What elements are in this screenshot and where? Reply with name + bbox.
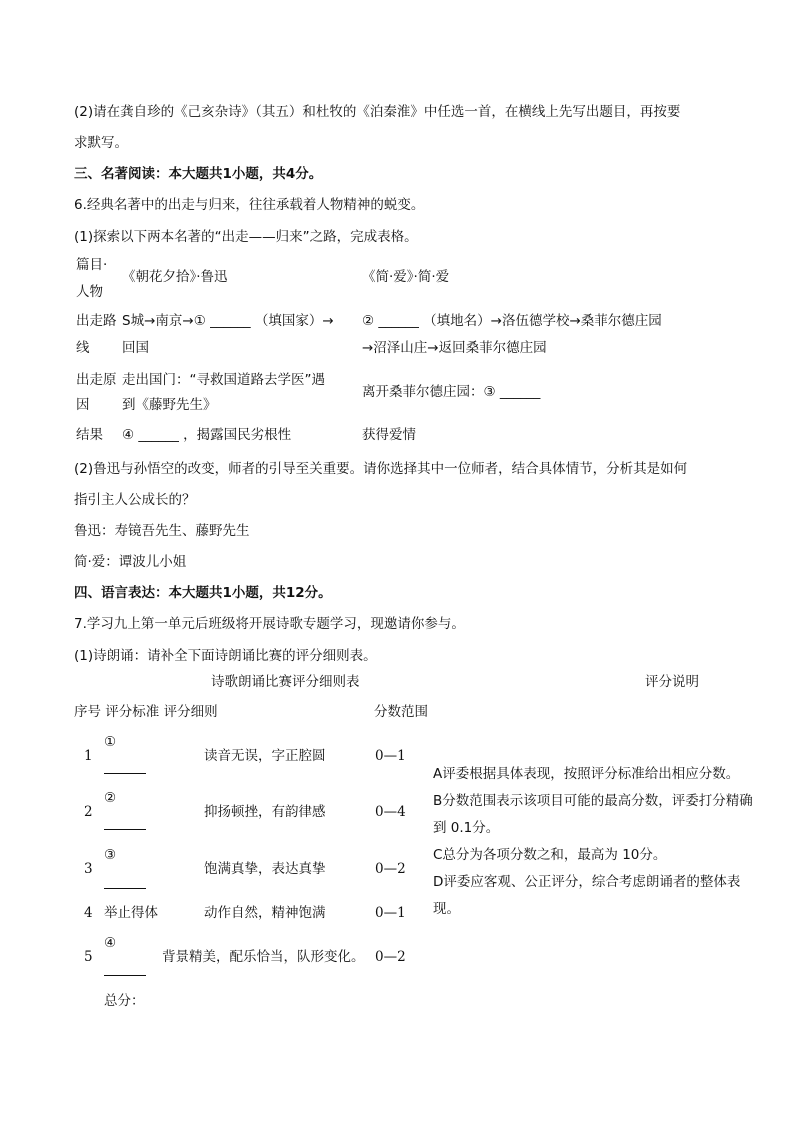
q6-table-r1-col2-b: 回国 [122, 340, 149, 356]
table-row-5-no: 5 [84, 949, 93, 965]
q6-option-luxun: 鲁迅：寿镜吾先生、藤野先生 [74, 523, 250, 539]
q7-table-title: 诗歌朗诵比赛评分细则表 [211, 674, 360, 690]
q6-table-r3-col3: 获得爱情 [362, 427, 416, 443]
table-row-2-range: 0—4 [375, 804, 406, 820]
table-row-4-range: 0—1 [375, 905, 406, 921]
table-row-3-detail: 饱满真挚，表达真挚 [204, 861, 326, 877]
note-b-line1: B分数范围表示该项目可能的最高分数，评委打分精确 [433, 793, 753, 809]
table-total-label: 总分： [104, 993, 145, 1009]
table-row-4-no: 4 [84, 905, 93, 921]
q6-table-r1-label-a: 出走路 [76, 313, 117, 329]
q6-table-r1-col2-a: S城→南京→① ______ （填国家）→ [122, 313, 334, 329]
q6-part1: (1)探索以下两本名著的“出走——归来”之路，完成表格。 [74, 229, 418, 245]
note-d-line1: D评委应客观、公正评分，综合考虑朗诵者的整体表 [433, 874, 741, 890]
q5-part2-line1: (2)请在龚自珍的《己亥杂诗》（其五）和杜牧的《泊秦淮》中任选一首，在横线上先写出题目，再按要 [74, 104, 681, 120]
q6-part2-line2: 指引主人公成长的？ [74, 492, 196, 508]
q6-table-header-col3: 《简·爱》·简·爱 [362, 269, 450, 285]
q6-table-r2-col2-b: 到《藤野先生》 [122, 397, 217, 413]
table-row-4-detail: 动作自然，精神饱满 [204, 905, 326, 921]
q7-table-header: 序号 评分标准 评分细则 [74, 704, 218, 720]
table-row-1-std: ① [104, 734, 117, 750]
q6-table-r3-label: 结果 [76, 427, 103, 443]
note-a: A评委根据具体表现，按照评分标准给出相应分数。 [433, 766, 740, 782]
section3-heading: 三、名著阅读：本大题共1小题，共4分。 [74, 166, 323, 182]
table-row-2-no: 2 [84, 804, 93, 820]
q6-table-r2-label-b: 因 [76, 397, 90, 413]
q6-option-janeeyre: 简·爱：谭波儿小姐 [74, 554, 187, 570]
table-row-3-blank [104, 888, 146, 889]
table-row-1-no: 1 [84, 748, 93, 764]
q6-table-r1-col3-b: →沼泽山庄→返回桑菲尔德庄园 [362, 340, 547, 356]
q6-table-header-col1-b: 人物 [76, 284, 103, 300]
q6-table-header-col1-a: 篇目· [76, 257, 108, 273]
q6-table-r2-col2-a: 走出国门：“寻救国道路去学医”遇 [122, 372, 325, 388]
note-c: C总分为各项分数之和，最高为 10分。 [433, 847, 667, 863]
q5-part2-line2: 求默写。 [74, 135, 128, 151]
q6-table-r1-label-b: 线 [76, 340, 90, 356]
table-row-2-blank [104, 829, 146, 830]
q6-table-header-col2: 《朝花夕拾》·鲁迅 [122, 269, 228, 285]
note-b-line2: 到 0.1分。 [433, 820, 500, 836]
section4-heading: 四、语言表达：本大题共1小题，共12分。 [74, 585, 332, 601]
q6-table-r1-col3-a: ② ______ （填地名）→洛伍德学校→桑菲尔德庄园 [362, 313, 662, 329]
table-row-3-range: 0—2 [375, 861, 406, 877]
q7-notes-title: 评分说明 [645, 674, 699, 690]
q6-table-r3-col2: ④ ______ ，揭露国民劣根性 [122, 427, 292, 443]
table-row-5-blank [104, 975, 146, 976]
table-row-3-no: 3 [84, 861, 93, 877]
table-row-3-std: ③ [104, 847, 117, 863]
table-row-1-blank [104, 773, 146, 774]
table-row-2-std: ② [104, 790, 117, 806]
note-d-line2: 现。 [433, 901, 460, 917]
q7-table-header-range: 分数范围 [374, 704, 428, 720]
table-row-4-std: 举止得体 [104, 905, 158, 921]
q6-stem: 6.经典名著中的出走与归来，往往承载着人物精神的蜕变。 [74, 197, 425, 213]
table-row-5-std: ④ [104, 935, 117, 951]
q7-part1: (1)诗朗诵：请补全下面诗朗诵比赛的评分细则表。 [74, 648, 377, 664]
table-row-5-range: 0—2 [375, 949, 406, 965]
q6-part2-line1: (2)鲁迅与孙悟空的改变，师者的引导至关重要。请你选择其中一位师者，结合具体情节，分析其是如何 [74, 461, 688, 477]
q6-table-r2-label-a: 出走原 [76, 372, 117, 388]
q6-table-r2-col3: 离开桑菲尔德庄园：③ ______ [362, 384, 541, 400]
table-row-5-detail: 背景精美，配乐恰当，队形变化。 [162, 949, 365, 965]
table-row-1-range: 0—1 [375, 748, 406, 764]
q7-stem: 7.学习九上第一单元后班级将开展诗歌专题学习，现邀请你参与。 [74, 616, 465, 632]
table-row-1-detail: 读音无误，字正腔圆 [204, 748, 326, 764]
table-row-2-detail: 抑扬顿挫，有韵律感 [204, 804, 326, 820]
